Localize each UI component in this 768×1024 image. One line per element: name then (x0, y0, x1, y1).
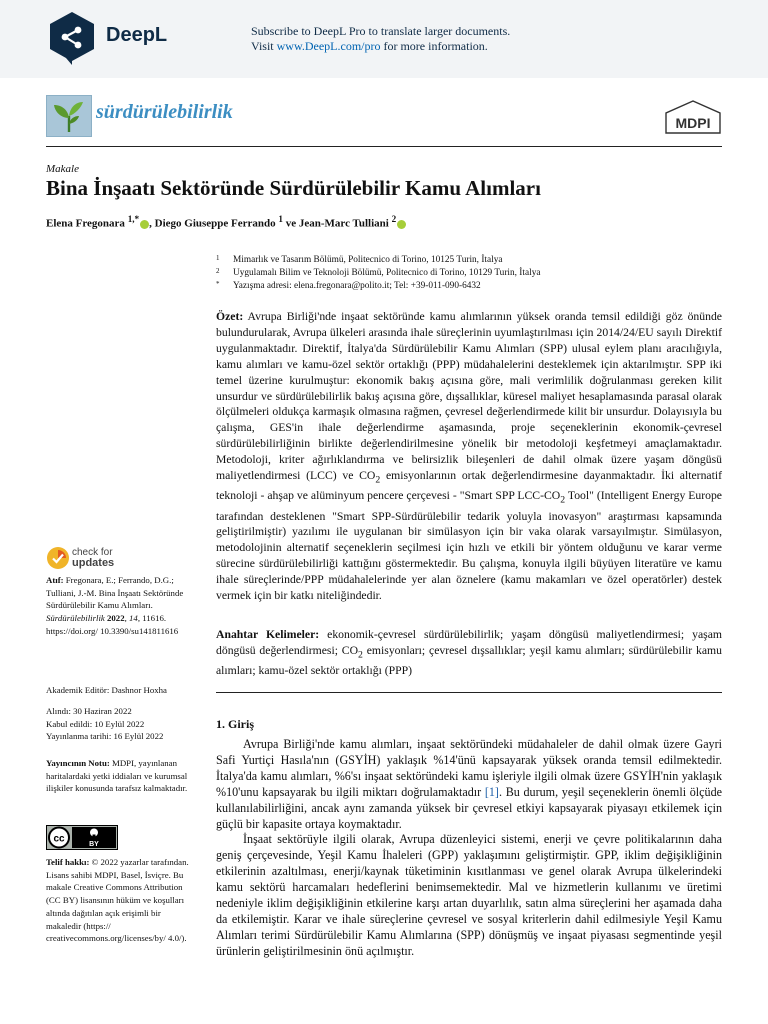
journal-name: sürdürülebilirlik (96, 101, 233, 123)
header-divider (46, 146, 722, 147)
mdpi-logo (664, 100, 722, 134)
check-for-updates-badge[interactable] (46, 546, 156, 572)
deepl-banner (0, 0, 768, 78)
publisher-note-label: Yayıncının Notu: (46, 758, 110, 768)
publisher-note (46, 757, 198, 795)
promo-prefix: Visit (251, 39, 277, 53)
abstract-text: Tool" (Intelligent Energy Europe tarafından desteklenen "Smart SPP-Sürdürülebilir tedarik yoluyla inovasyon" araştırması kapsamında geliştirilmiştir) yazılımı ile uygulanan bir simülasyon için bir vaka olarak varsayılmıştır. Simülasyon, metodolojinin alternatif seçeneklerin seçilmesi için hızlı ve etkili bir yöntem olduğunu ve karar verme sürecine sürdürülebilirliği kattığını göstermektedir. Bu çalışma, konuyla ilgili büyüyen literatüre ve kamu ihale süreçlerinde/PPP müdahalelerinde yer alan öznelere (kamu makamları ve özel operatörler) destek vermek için bir katkı niteliğindedir. (216, 489, 722, 603)
correspondence (216, 280, 540, 293)
dates (46, 705, 198, 743)
orcid-icon[interactable] (397, 220, 406, 229)
subscript: 2 (375, 474, 381, 486)
promo-line-1: Subscribe to DeepL Pro to translate larger documents. (251, 24, 511, 38)
abstract-label: Özet: (216, 310, 244, 323)
paragraph-2: İnşaat sektörüyle ilgili olarak, Avrupa düzenleyici sistemi, enerji ve çevre politikalarının daha geniş çerçevesinde, Yeşil Kamu İhaleleri (GPP) yaklaşımını geliştirmiştir. GPP, iklim değişikliğinin etkilerinin azaltılması, enerji/kaynak tüketiminin kısıtlanması ve genel olarak Avrupa ülkelerindeki kamu sektörü harcamaları hedeflerini benimsemektedir. Mal ve hizmetlerin kullanımı ve üretimi nedeniyle iklim değişikliğinin etkilerine karşı artan duyarlılık, satın alma süreçlerini her aşamada daha da etkilemiştir. Karar ve ihale süreçlerine çevresel ve sosyal kriterlerin dahil edilmesiyle Yeşil Kamu Alımları terimi Sürdürülebilir Kamu Alımlarına (SPP) dönüşmüş ve inşaat piyasası segmentinde yeşil ürünlerin geliştirilmesinin önü açılmıştır. (216, 832, 722, 958)
deepl-promo (251, 24, 510, 54)
svg-text:cc: cc (53, 833, 65, 845)
author-3-affil: 2 (391, 214, 397, 224)
paragraph-text: . Bu durum, yeşil seçeneklerin önemli ölçüde kullanılabilirliğini, ancak aynı zamanda yüksek bir çevresel etkiyi kapsayarak piyasayı etkilemek için güçlü bir kapasite ortaya koymaktadır. (216, 784, 722, 831)
section-divider (216, 692, 722, 693)
deepl-pro-link[interactable]: www.DeepL.com/pro (276, 39, 381, 53)
abstract (216, 309, 722, 604)
citation-year: 2022 (104, 613, 125, 624)
affiliation-mark: 1 (216, 254, 220, 262)
abstract-text: emisyonlarının ortak değerlendirmesine dayanmaktadır. İki alternatif teknoloji - ahşap ve alüminyum pencere çerçevesi - "Smart SPP LCC-CO (216, 469, 722, 503)
publisher-note-text: MDPI, yayınlanan haritalardaki yetki iddiaları ve kurumsal ilişkiler konusunda tarafsız kalmaktadır. (46, 758, 188, 794)
citation-text: Fregonara, E.; Ferrando, D.G.; Tulliani, J.-M. Bina İnşaatı Sektöründe Sürdürülebilir Kamu Alımları. (46, 575, 184, 611)
citation-label: Atıf: (46, 575, 64, 585)
section-heading: 1. Giriş (216, 717, 254, 731)
author-3: ve Jean-Marc Tulliani (282, 217, 392, 230)
introduction-body (216, 737, 722, 960)
promo-suffix: for more information. (380, 39, 488, 53)
abstract-text: Avrupa Birliği'nde inşaat sektöründe kamu alımlarının yüksek oranda temsil edildiği göz önünde bulundurularak, Avrupa ülkeleri arasında ihale süreçlerinin uyumlaştırılması için 2014/24/EU sayılı Direktif uygulanmaktadır. Direktif, İtalya'da Sürdürülebilir Kamu Alımları (SPP) ulusal eylem planı aracılığıyla, kamu alımları ve kamu-özel sektör ortaklığı (PPP) müdahalelerini desteklemek için aktarılmıştır. SPP iki temel üzerine kurulmuştur: ekonomik bakış açısına göre, mali verimlilik doğrulanması gereken kilit unsurdur ve sürdürülebilirlik bakış açısına göre, dışsallıklar, küresel maliyet hesaplamasında parasal olarak ölçülmeleri oldukça karmaşık olmasına rağmen, çevresel değerlendirmede kilit bir unsurdur. Dolayısıyla bu çalışma, GES'in ihale değerlendirme aşamasında, proje seçeneklerinin ekonomik-çevresel sürdürülebilirliğinin birlikte değerlendirilmesine yönelik bir metodoloji keşfetmeyi amaçlamaktadır. Metodoloji, kriter ağırlıklandırma ve belirsizlik bileşenleri de dahil olmak üzere yaşam döngüsü maliyetlendirmesi (LCC) ve CO (216, 310, 722, 483)
subscript: 2 (358, 649, 363, 661)
affiliation-text: Uygulamalı Bilim ve Teknoloji Bölümü, Politecnico di Torino, 10129 Turin, İtalya (233, 268, 541, 278)
promo-line-2 (251, 39, 510, 54)
cc-by-license-icon[interactable] (46, 825, 118, 850)
plant-sprout-icon (46, 95, 92, 137)
deepl-share-icon[interactable] (48, 11, 96, 65)
received-date: Alındı: 30 Haziran 2022 (46, 706, 132, 716)
author-list (46, 214, 406, 230)
subscript: 2 (560, 494, 566, 506)
article-title: Bina İnşaatı Sektöründe Sürdürülebilir Kamu Alımları (46, 176, 541, 200)
check-for-label: check for (72, 547, 113, 558)
check-updates-icon (46, 546, 70, 570)
author-1: Elena Fregonara (46, 217, 125, 230)
reference-link[interactable]: [1] (484, 784, 499, 799)
affiliation-2 (216, 267, 540, 280)
author-1-affil: 1,* (127, 214, 140, 224)
academic-editor: Akademik Editör: Dashnor Hoxha (46, 685, 167, 695)
citation (46, 574, 198, 638)
paragraph-text: Avrupa Birliği'nde kamu alımları, inşaat sektöründeki müdahaleler de dahil olmak üzere Gayri Safi Yurtiçi Hasıla'nın (GSYİH) yaklaşık %14'ünü kapsayarak yüksek oranda temsil edilmektedir. İtalya'da kamu alımları, %6'sı inşaat sektöründeki kamu işleriyle ilgili olmak üzere GSYİH'nin yaklaşık %10'unu kapsayarak bu ilgili miktarı doğrulamaktadır (216, 737, 722, 799)
updates-label: updates (72, 557, 115, 569)
author-2-affil: 1 (278, 214, 283, 224)
keywords (216, 627, 722, 679)
affiliation-text: Yazışma adresi: elena.fregonara@polito.it; Tel: +39-011-090-6432 (233, 281, 481, 291)
svg-text:BY: BY (89, 841, 99, 848)
deepl-brand: DeepL (106, 24, 168, 46)
author-2: , Diego Giuseppe Ferrando (149, 217, 279, 230)
citation-doi[interactable]: , 11616. https://doi.org/ 10.3390/su141811616 (46, 613, 179, 636)
affiliation-mark: 2 (216, 267, 220, 275)
citation-journal: Sürdürülebilirlik (46, 613, 105, 624)
article-type: Makale (46, 163, 79, 175)
affiliation-mark: * (216, 280, 220, 288)
paragraph-1 (216, 737, 722, 832)
orcid-icon[interactable] (140, 220, 149, 229)
copyright-text: © 2022 yazarlar tarafından. Lisans sahibi MDPI, Basel, İsviçre. Bu makale Creative Commons Attribution (CC BY) lisansının hüküm ve koşulları altında dağıtılan açık erişimli bir makaledir (https:// creativecommons.org/licenses/by/ 4.0/). (46, 857, 189, 944)
affiliations (216, 254, 540, 293)
keywords-text: ekonomik-çevresel sürdürülebilirlik; yaşam döngüsü maliyetlendirmesi; yaşam döngüsü değerlendirmesi; CO (216, 628, 722, 657)
published-date: Yayınlanma tarihi: 16 Eylül 2022 (46, 731, 164, 742)
copyright-label: Telif hakkı: (46, 857, 90, 867)
keywords-text: emisyonları; çevresel dışsallıklar; yeşil kamu alımları; sürdürülebilir kamu alımları; kamu-özel sektör ortaklığı (PPP) (216, 643, 722, 678)
affiliation-text: Mimarlık ve Tasarım Bölümü, Politecnico di Torino, 10125 Turin, İtalya (233, 255, 503, 265)
publisher-name: MDPI (675, 115, 711, 131)
affiliation-1 (216, 254, 540, 267)
citation-volume: , 14 (124, 613, 138, 624)
accepted-date: Kabul edildi: 10 Eylül 2022 (46, 718, 145, 729)
copyright (46, 856, 198, 945)
keywords-label: Anahtar Kelimeler: (216, 628, 320, 641)
